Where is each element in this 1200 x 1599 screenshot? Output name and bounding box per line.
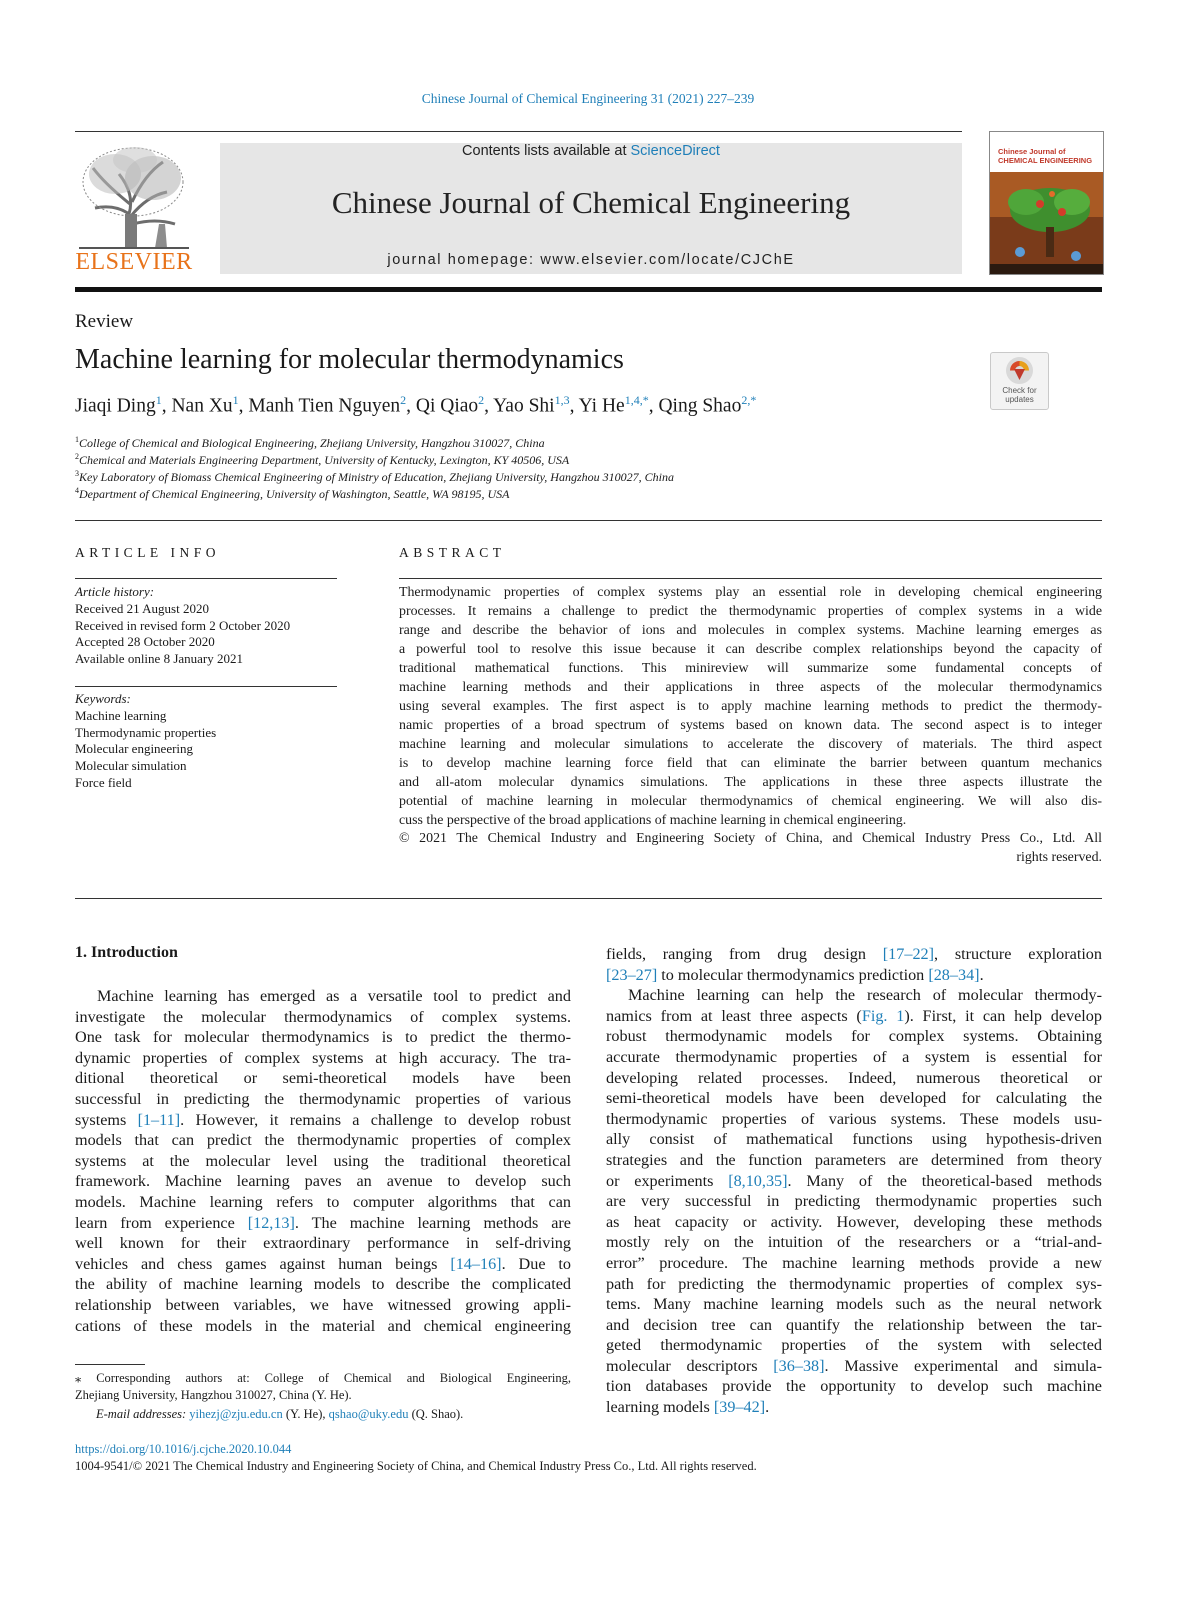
body-text-line: mostly rely on the intuition of the researchers or a “trial-and-: [606, 1233, 1102, 1252]
body-text-line: ditional theoretical or semi-theoretical models have been: [75, 1069, 571, 1088]
check-for-updates-button[interactable]: [990, 352, 1049, 410]
history-received: Received 21 August 2020: [75, 600, 209, 616]
abstract-rule: [399, 578, 1102, 579]
cover-header: [990, 132, 1103, 172]
body-text-line: and decision tree can quantify the relationship between the tar-: [606, 1315, 1102, 1334]
body-text-line: Machine learning has emerged as a versatile tool to predict and: [97, 987, 571, 1005]
author-separator: ,: [238, 395, 249, 417]
keyword: Molecular engineering: [75, 741, 194, 757]
affiliation-4: [75, 486, 509, 502]
article-info-rule: [75, 578, 337, 579]
abstract-line: processes. It remains a challenge to predict the thermodynamic properties of complex systems in a wide: [399, 604, 1102, 619]
affiliation-text: Department of Chemical Engineering, University of Washington, Seattle, WA 98195, USA: [79, 487, 510, 501]
cover-title-line2: CHEMICAL ENGINEERING: [998, 156, 1093, 165]
body-text-line: as heat capacity or activity. However, developing these methods: [606, 1212, 1102, 1231]
tree-logo-icon: [75, 144, 193, 250]
body-text-line: [23–27] to molecular thermodynamics prediction [28–34].: [606, 965, 984, 984]
email-label: E-mail addresses:: [96, 1407, 190, 1421]
footnote-emails: [96, 1406, 571, 1423]
body-text-line: learn from experience [12,13]. The machine learning methods are: [75, 1213, 571, 1232]
body-text-line: the ability of machine learning models to describe the complicated: [75, 1275, 571, 1294]
author-affiliation-marker[interactable]: 1: [232, 393, 239, 407]
author-name: Jiaqi Ding: [75, 395, 156, 417]
intro-left-column: [75, 986, 571, 1336]
email-owner-he: (Y. He),: [282, 1407, 329, 1421]
author-separator: ,: [569, 395, 579, 417]
title-block-rule: [75, 520, 1102, 521]
body-text-line: namics from at least three aspects (Fig. 1). First, it can help develop: [606, 1006, 1102, 1025]
body-text-line: learning models [39–42].: [606, 1398, 770, 1417]
section-heading: 1. Introduction: [75, 944, 178, 961]
body-text-line: framework. Machine learning paves an avenue to develop such: [75, 1172, 571, 1191]
footnote-address: Zhejiang University, Hangzhou 310027, China (Y. He).: [75, 1388, 352, 1402]
body-text-line: strategies and the function parameters are determined from theory: [606, 1150, 1102, 1169]
cover-title-line1: Chinese Journal of: [998, 147, 1066, 156]
header-rule: [75, 131, 962, 132]
citation-link[interactable]: [8,10,35]: [728, 1171, 788, 1190]
check-updates-line1: Check for: [1002, 386, 1037, 395]
body-text-line: path for predicting the thermodynamic properties of complex sys-: [606, 1274, 1102, 1293]
author-name: Nan Xu: [171, 395, 233, 417]
body-text-line: are very successful in predicting thermodynamic properties such: [606, 1192, 1102, 1211]
author-name: Manh Tien Nguyen: [248, 395, 401, 417]
citation-link[interactable]: [12,13]: [247, 1213, 295, 1232]
affiliation-number: 2: [75, 452, 79, 461]
body-text-line: systems [1–11]. However, it remains a challenge to develop robust: [75, 1110, 571, 1129]
citation-link[interactable]: [1–11]: [137, 1110, 181, 1129]
abstract-line: and all-atom molecular dynamics simulations. The applications in these three aspects illustrate the: [399, 775, 1102, 790]
intro-right-column: [606, 944, 1102, 1418]
footnote-rule: [75, 1364, 145, 1365]
body-text-line: molecular descriptors [36–38]. Massive experimental and simula-: [606, 1356, 1103, 1375]
author-separator: ,: [161, 395, 172, 417]
abstract-line: using several examples. The first aspect is to apply machine learning methods to predict the thermody-: [399, 699, 1102, 714]
affiliation-number: 4: [75, 486, 79, 495]
body-text-line: models that can predict the thermodynamic properties of complex: [75, 1131, 571, 1150]
affiliation-3: [75, 469, 674, 485]
email-link-he[interactable]: yihezj@zju.edu.cn: [189, 1407, 283, 1421]
body-text-line: error” procedure. The machine learning methods provide a new: [606, 1253, 1102, 1272]
body-text-line: dynamic properties of complex systems at high accuracy. The tra-: [75, 1048, 571, 1067]
body-text-line: or experiments [8,10,35]. Many of the theoretical-based methods: [606, 1171, 1102, 1190]
abstract-line: traditional mathematical functions. This minireview will summarize some fundamental concepts of: [399, 661, 1102, 676]
issn-copyright: 1004-9541/© 2021 The Chemical Industry and Engineering Society of China, and Chemical Industry Press Co., Ltd. All rights reserved.: [75, 1459, 757, 1473]
history-accepted: Accepted 28 October 2020: [75, 634, 215, 650]
citation-link[interactable]: [17–22]: [882, 945, 935, 963]
body-text-line: vehicles and chess games against human beings [14–16]. Due to: [75, 1254, 571, 1273]
article-type: Review: [75, 311, 134, 332]
citation-link[interactable]: [28–34]: [928, 965, 980, 984]
body-text-line: successful in predicting the thermodynamic properties of various: [75, 1089, 571, 1108]
contents-prefix: Contents lists available at: [462, 143, 631, 159]
abstract-line: a powerful tool to resolve this issue because it can describe complex relationships beyond the capacity of: [399, 642, 1102, 657]
citation-link[interactable]: [14–16]: [450, 1254, 502, 1273]
body-text-line: developing related processes. Indeed, numerous theoretical or: [606, 1068, 1102, 1087]
citation-link[interactable]: [23–27]: [606, 965, 658, 984]
body-text-line: investigate the molecular thermodynamics of complex systems.: [75, 1007, 571, 1026]
author-list: [75, 393, 756, 418]
author-name: Yi He: [578, 395, 625, 417]
abstract-bottom-rule: [75, 898, 1102, 899]
cover-title: [990, 132, 1103, 165]
email-link-shao[interactable]: qshao@uky.edu: [328, 1407, 409, 1421]
check-updates-line2: updates: [1005, 395, 1034, 404]
citation-link[interactable]: [36–38]: [773, 1356, 825, 1375]
affiliation-number: 3: [75, 469, 79, 478]
keyword: Molecular simulation: [75, 758, 187, 774]
author-affiliation-marker[interactable]: 1,4,*: [624, 393, 649, 407]
header-thick-rule: [75, 287, 1102, 292]
author-separator: ,: [484, 395, 494, 417]
journal-title: Chinese Journal of Chemical Engineering: [331, 185, 851, 220]
affiliation-2: [75, 452, 569, 468]
author-separator: ,: [648, 395, 659, 417]
affiliation-1: [75, 435, 545, 451]
journal-banner: [220, 143, 962, 274]
body-text-line: thermodynamic properties of various systems. These models usu-: [606, 1109, 1102, 1128]
journal-homepage[interactable]: journal homepage: www.elsevier.com/locate/CJChE: [387, 252, 795, 268]
citation-link[interactable]: Fig. 1: [861, 1006, 905, 1025]
footnote-corresponding: ⁎ Corresponding authors at: College of Chemical and Biological Engineering,: [75, 1371, 571, 1385]
affiliation-text: Chemical and Materials Engineering Department, University of Kentucky, Lexington, KY 40506, USA: [79, 453, 570, 467]
abstract-copyright-end: rights reserved.: [1016, 850, 1102, 865]
abstract-line: potential of machine learning in molecular thermodynamics of chemical engineering. We will also dis-: [399, 794, 1102, 809]
cover-artwork-icon: [990, 172, 1103, 274]
article-history: [75, 584, 337, 668]
body-text-line: semi-theoretical models have been developed for calculating the: [606, 1089, 1102, 1108]
journal-citation[interactable]: Chinese Journal of Chemical Engineering 31 (2021) 227–239: [421, 91, 755, 106]
body-text-line: geted thermodynamic properties of the system with selected: [606, 1336, 1102, 1355]
abstract-line: cuss the perspective of the broad applications of machine learning in chemical engineering.: [399, 813, 907, 828]
affiliation-number: 1: [75, 435, 79, 444]
body-text-line: Machine learning can help the research of molecular thermody-: [628, 986, 1102, 1005]
keywords-label: Keywords:: [75, 691, 131, 706]
contents-line: [220, 143, 962, 159]
citation-link[interactable]: [39–42]: [713, 1398, 766, 1417]
history-online: Available online 8 January 2021: [75, 651, 243, 667]
body-text-line: fields, ranging from drug design [17–22], structure exploration: [606, 945, 1102, 963]
email-owner-shao: (Q. Shao).: [408, 1407, 464, 1421]
abstract-heading: ABSTRACT: [399, 545, 506, 560]
body-text-line: ally consist of mathematical functions using hypothesis-driven: [606, 1130, 1102, 1149]
body-text-line: tems. Many machine learning models such as the neural network: [606, 1295, 1102, 1314]
journal-cover: [989, 131, 1104, 275]
body-text-line: models. Machine learning refers to computer algorithms that can: [75, 1192, 571, 1211]
author-name: Yao Shi: [493, 395, 555, 417]
article-info-heading: ARTICLE INFO: [75, 545, 221, 560]
abstract-line: machine learning and molecular simulations to accelerate the discovery of materials. The third aspect: [399, 737, 1102, 752]
sciencedirect-link[interactable]: ScienceDirect: [630, 143, 720, 159]
abstract-line: is to develop machine learning force field that can eliminate the barrier between quantum mechanics: [399, 756, 1102, 771]
affiliation-text: College of Chemical and Biological Engineering, Zhejiang University, Hangzhou 310027, China: [79, 436, 545, 450]
body-text-line: systems at the molecular level using the traditional theoretical: [75, 1151, 571, 1170]
keyword: Thermodynamic properties: [75, 724, 217, 740]
keywords-rule: [75, 686, 337, 687]
check-updates-icon: [1006, 357, 1033, 384]
author-name: Qing Shao: [658, 395, 742, 417]
body-text-line: One task for molecular thermodynamics is to predict the thermo-: [75, 1028, 571, 1047]
abstract-line: machine learning methods and their applications in three aspects of the molecular thermodynamics: [399, 680, 1102, 695]
body-text-line: cations of these models in the material and chemical engineering: [75, 1316, 571, 1335]
body-text-line: accurate thermodynamic properties of a system is essential for: [606, 1047, 1102, 1066]
doi-link[interactable]: https://doi.org/10.1016/j.cjche.2020.10.044: [75, 1442, 292, 1456]
author-separator: ,: [406, 395, 416, 417]
abstract-line: range and describe the behavior of ions and molecules in complex systems. Machine learning emerges as: [399, 623, 1102, 638]
publisher-logo-text: ELSEVIER: [75, 249, 193, 275]
author-affiliation-marker[interactable]: 1,3: [554, 393, 570, 407]
body-text-line: robust thermodynamic models for complex systems. Obtaining: [606, 1027, 1102, 1046]
keyword: Machine learning: [75, 707, 167, 723]
author-affiliation-marker[interactable]: 2: [478, 393, 485, 407]
history-label: Article history:: [75, 584, 155, 599]
paper-title: Machine learning for molecular thermodynamics: [75, 344, 624, 375]
body-text-line: relationship between variables, we have witnessed growing appli-: [75, 1295, 571, 1314]
keyword: Force field: [75, 774, 132, 790]
abstract-copyright: © 2021 The Chemical Industry and Engineering Society of China, and Chemical Industry Press Co., Ltd. All: [399, 831, 1102, 846]
author-affiliation-marker[interactable]: 2: [400, 393, 407, 407]
check-updates-label: [991, 386, 1048, 404]
affiliation-text: Key Laboratory of Biomass Chemical Engineering of Ministry of Education, Zhejiang University, Hangzhou 310027, China: [79, 470, 674, 484]
author-affiliation-marker[interactable]: 1: [155, 393, 162, 407]
body-text-line: tion databases provide the opportunity to develop such machine: [606, 1377, 1102, 1396]
keywords: [75, 691, 337, 792]
author-affiliation-marker[interactable]: 2,*: [741, 393, 757, 407]
abstract-line: Thermodynamic properties of complex systems play an essential role in developing chemical engineering: [399, 585, 1102, 600]
abstract-line: namic properties of a broad spectrum of systems based on known data. The second aspect is to integer: [399, 718, 1102, 733]
history-revised: Received in revised form 2 October 2020: [75, 617, 291, 633]
body-text-line: well known for their extraordinary performance in self-driving: [75, 1234, 571, 1253]
author-name: Qi Qiao: [415, 395, 479, 417]
publisher-logo: [75, 144, 193, 274]
